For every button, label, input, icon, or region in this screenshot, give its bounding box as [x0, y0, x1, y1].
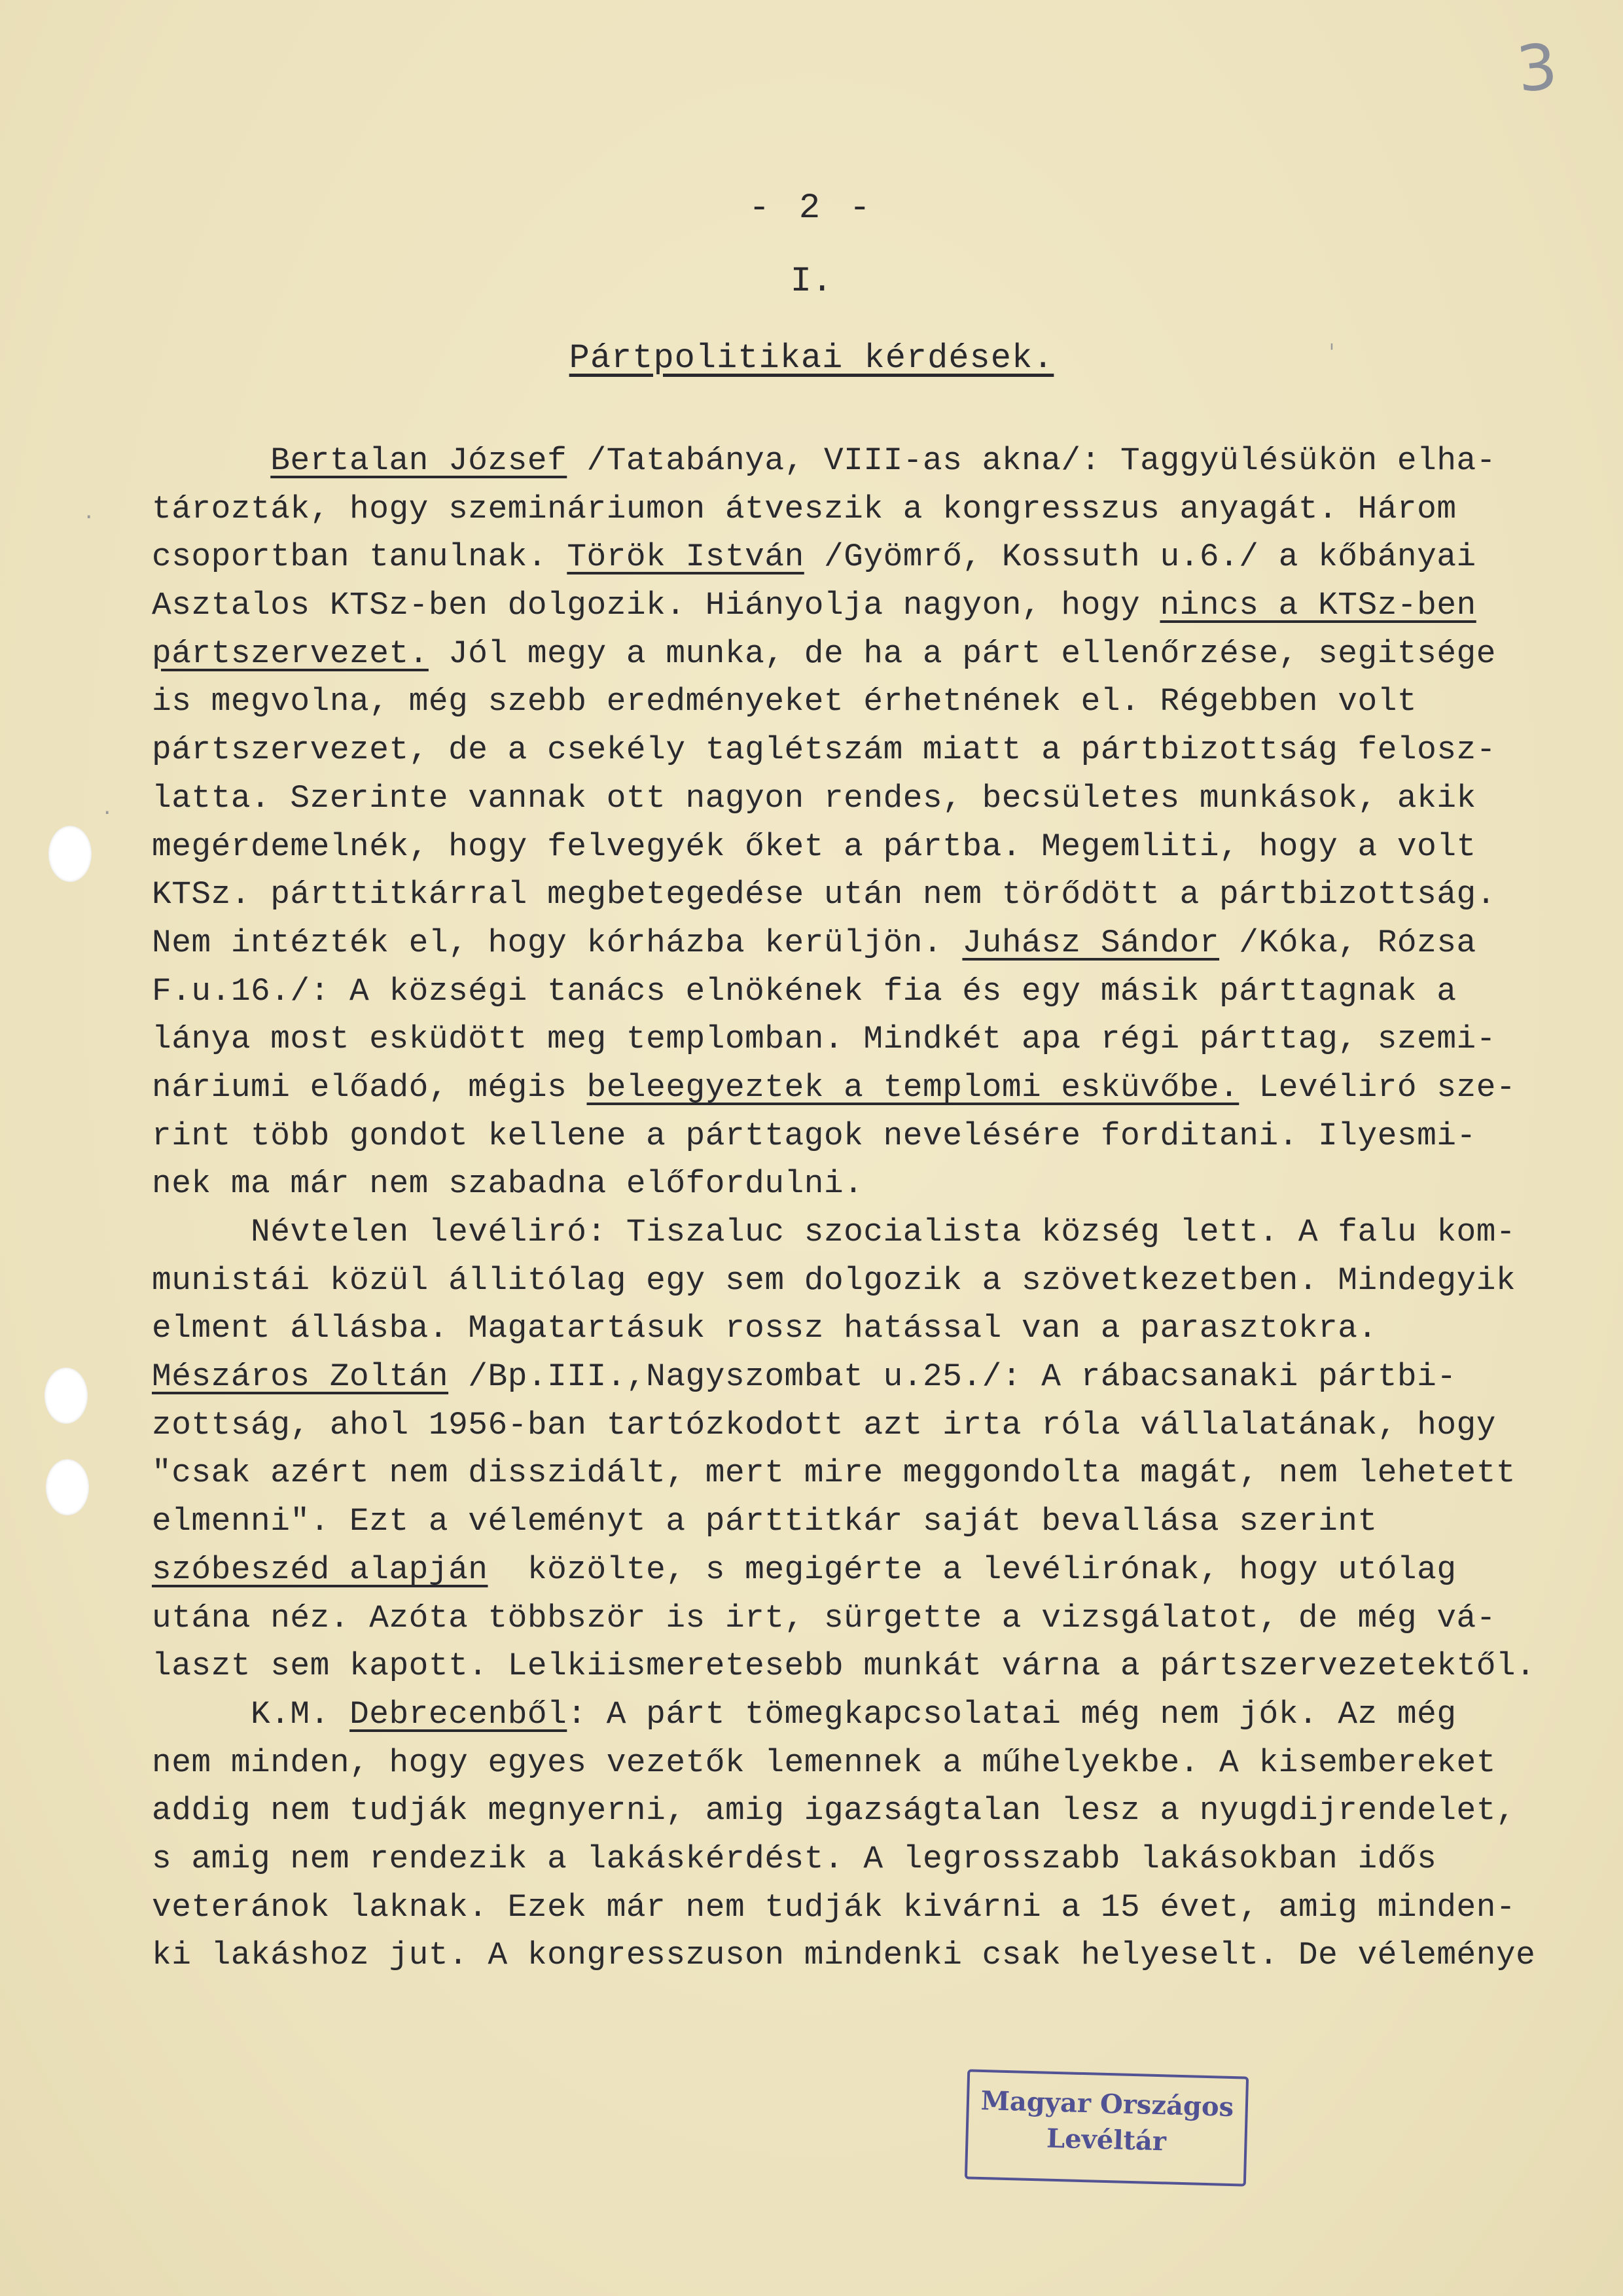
text-segment: nek ma már nem szabadna előfordulni.: [152, 1165, 864, 1203]
text-segment: ki lakáshoz jut. A kongresszuson mindenki csak helyeselt. De véleménye: [152, 1937, 1536, 1974]
underlined-text: szóbeszéd alapján: [152, 1551, 488, 1588]
text-line: [152, 1016, 1513, 1064]
text-segment: Asztalos KTSz-ben dolgozik. Hiányolja nagyon, hogy: [152, 587, 1160, 624]
text-segment: /Kóka, Rózsa: [1219, 924, 1476, 961]
text-segment: utána néz. Azóta többször is irt, sürgette a vizsgálatot, de még vá-: [152, 1599, 1496, 1636]
text-segment: veteránok laknak. Ezek már nem tudják kivárni a 15 évet, amig minden-: [152, 1888, 1516, 1926]
text-segment: F.u.16./: A községi tanács elnökének fia és egy másik párttagnak a: [152, 972, 1457, 1010]
text-line: [152, 1642, 1536, 1691]
text-segment: /Gyömrő, Kossuth u.6./ a kőbányai: [804, 539, 1476, 576]
text-segment: Levéliró sze-: [1239, 1069, 1516, 1106]
archive-page-number: 3: [1513, 29, 1561, 107]
text-segment: munistái közül állitólag egy sem dolgozik a szövetkezetben. Mindegyik: [152, 1262, 1516, 1299]
text-line: [152, 1402, 1513, 1450]
text-line: [152, 1112, 1513, 1161]
archive-stamp: [965, 2069, 1249, 2186]
text-line: [152, 968, 1513, 1016]
text-line: [152, 1305, 1513, 1353]
text-line: [152, 486, 1513, 534]
text-line: [152, 582, 1513, 630]
section-title-text: Pártpolitikai kérdések.: [569, 339, 1054, 378]
text-line: [152, 1498, 1513, 1546]
text-segment: elment állásba. Magatartásuk rossz hatással van a parasztokra.: [152, 1310, 1378, 1347]
text-line: [152, 1064, 1516, 1112]
text-line: [152, 1449, 1516, 1498]
text-line: [152, 1353, 1513, 1402]
text-line: [152, 919, 1513, 968]
text-segment: K.M.: [152, 1695, 350, 1733]
text-segment: elmenni". Ezt a véleményt a párttitkár saját bevallása szerint: [152, 1503, 1378, 1540]
text-line: [152, 1932, 1536, 1980]
text-segment: náriumi előadó, mégis: [152, 1069, 587, 1106]
text-segment: [152, 442, 270, 479]
text-line: [152, 1835, 1513, 1884]
underlined-text: pártszervezet.: [152, 635, 429, 672]
text-segment: lánya most esküdött meg templomban. Mindkét apa régi párttag, szemi-: [152, 1021, 1496, 1058]
underlined-text: Debrecenből: [349, 1695, 567, 1733]
stamp-line-2: Levéltár: [1046, 2123, 1167, 2157]
text-segment: Névtelen levéliró: Tiszaluc szocialista község lett. A falu kom-: [152, 1214, 1516, 1250]
margin-mark: ·: [85, 504, 93, 531]
underlined-text: Mészáros Zoltán: [152, 1358, 449, 1396]
underlined-text: Bertalan József: [270, 442, 567, 479]
body-text: [152, 437, 1536, 1980]
text-line: [152, 1739, 1513, 1788]
text-segment: pártszervezet, de a csekély taglétszám miatt a pártbizottság felosz-: [152, 732, 1496, 769]
text-line: [152, 1787, 1516, 1835]
text-segment: laszt sem kapott. Lelkiismeretesebb munkát várna a pártszervezetektől.: [152, 1648, 1536, 1685]
section-title: [0, 339, 1623, 378]
text-segment: KTSz. párttitkárral megbetegedése után nem törődött a pártbizottság.: [152, 876, 1496, 913]
text-segment: megérdemelnék, hogy felvegyék őket a pártba. Megemliti, hogy a volt: [152, 828, 1476, 865]
text-line: [152, 437, 1513, 486]
text-line: [152, 533, 1513, 582]
text-line: [152, 1160, 1513, 1209]
text-line: [152, 1257, 1516, 1305]
text-line: [152, 1546, 1513, 1595]
punch-hole-bottom: [46, 1459, 89, 1515]
text-segment: csoportban tanulnak.: [152, 539, 567, 576]
text-segment: rint több gondot kellene a párttagok nevelésére forditani. Ilyesmi-: [152, 1117, 1476, 1154]
text-line: [152, 1691, 1513, 1739]
text-line: [152, 775, 1513, 823]
text-segment: nem minden, hogy egyes vezetők lemennek a műhelyekbe. A kisembereket: [152, 1744, 1496, 1781]
text-line: [152, 678, 1513, 726]
text-segment: Nem intézték el, hogy kórházba kerüljön.: [152, 924, 963, 961]
margin-mark: ˈ: [1329, 340, 1335, 367]
punch-hole-middle: [45, 1368, 88, 1424]
text-segment: addig nem tudják megnyerni, amig igazságtalan lesz a nyugdijrendelet,: [152, 1792, 1516, 1829]
stamp-line-1: Magyar Országos: [980, 2085, 1234, 2123]
text-line: [152, 1884, 1516, 1932]
text-line: [152, 871, 1513, 919]
punch-hole-top: [48, 826, 92, 882]
section-number: I.: [790, 262, 833, 302]
text-segment: latta. Szerinte vannak ott nagyon rendes, becsületes munkások, akik: [152, 779, 1476, 817]
text-line: [152, 1595, 1513, 1643]
underlined-text: nincs a KTSz-ben: [1160, 587, 1476, 624]
text-segment: "csak azért nem disszidált, mert mire meggondolta magát, nem lehetett: [152, 1455, 1516, 1492]
page-number: - 2 -: [748, 188, 875, 228]
text-segment: : A párt tömegkapcsolatai még nem jók. Az még: [567, 1695, 1457, 1733]
text-segment: zottság, ahol 1956-ban tartózkodott azt irta róla vállalatának, hogy: [152, 1406, 1496, 1443]
text-segment: közölte, s megigérte a levélirónak, hogy utólag: [488, 1551, 1457, 1588]
text-segment: /Bp.III.,Nagyszombat u.25./: A rábacsanaki pártbi-: [448, 1358, 1457, 1396]
text-segment: /Tatabánya, VIII-as akna/: Taggyülésükön elha-: [567, 442, 1496, 479]
text-segment: is megvolna, még szebb eredményeket érhetnének el. Régebben volt: [152, 683, 1418, 720]
text-segment: tározták, hogy szemináriumon átveszik a kongresszus anyagát. Három: [152, 490, 1457, 527]
text-line: [152, 726, 1513, 775]
text-line: [152, 630, 1513, 679]
text-segment: Jól megy a munka, de ha a párt ellenőrzése, segitsége: [428, 635, 1496, 672]
text-line: [152, 1209, 1516, 1257]
text-line: [152, 823, 1513, 872]
margin-mark: ·: [103, 800, 111, 826]
text-segment: s amig nem rendezik a lakáskérdést. A legrosszabb lakásokban idős: [152, 1840, 1437, 1877]
underlined-text: Juhász Sándor: [962, 924, 1220, 961]
underlined-text: Török István: [567, 539, 804, 576]
underlined-text: beleegyeztek a templomi esküvőbe.: [586, 1069, 1240, 1106]
